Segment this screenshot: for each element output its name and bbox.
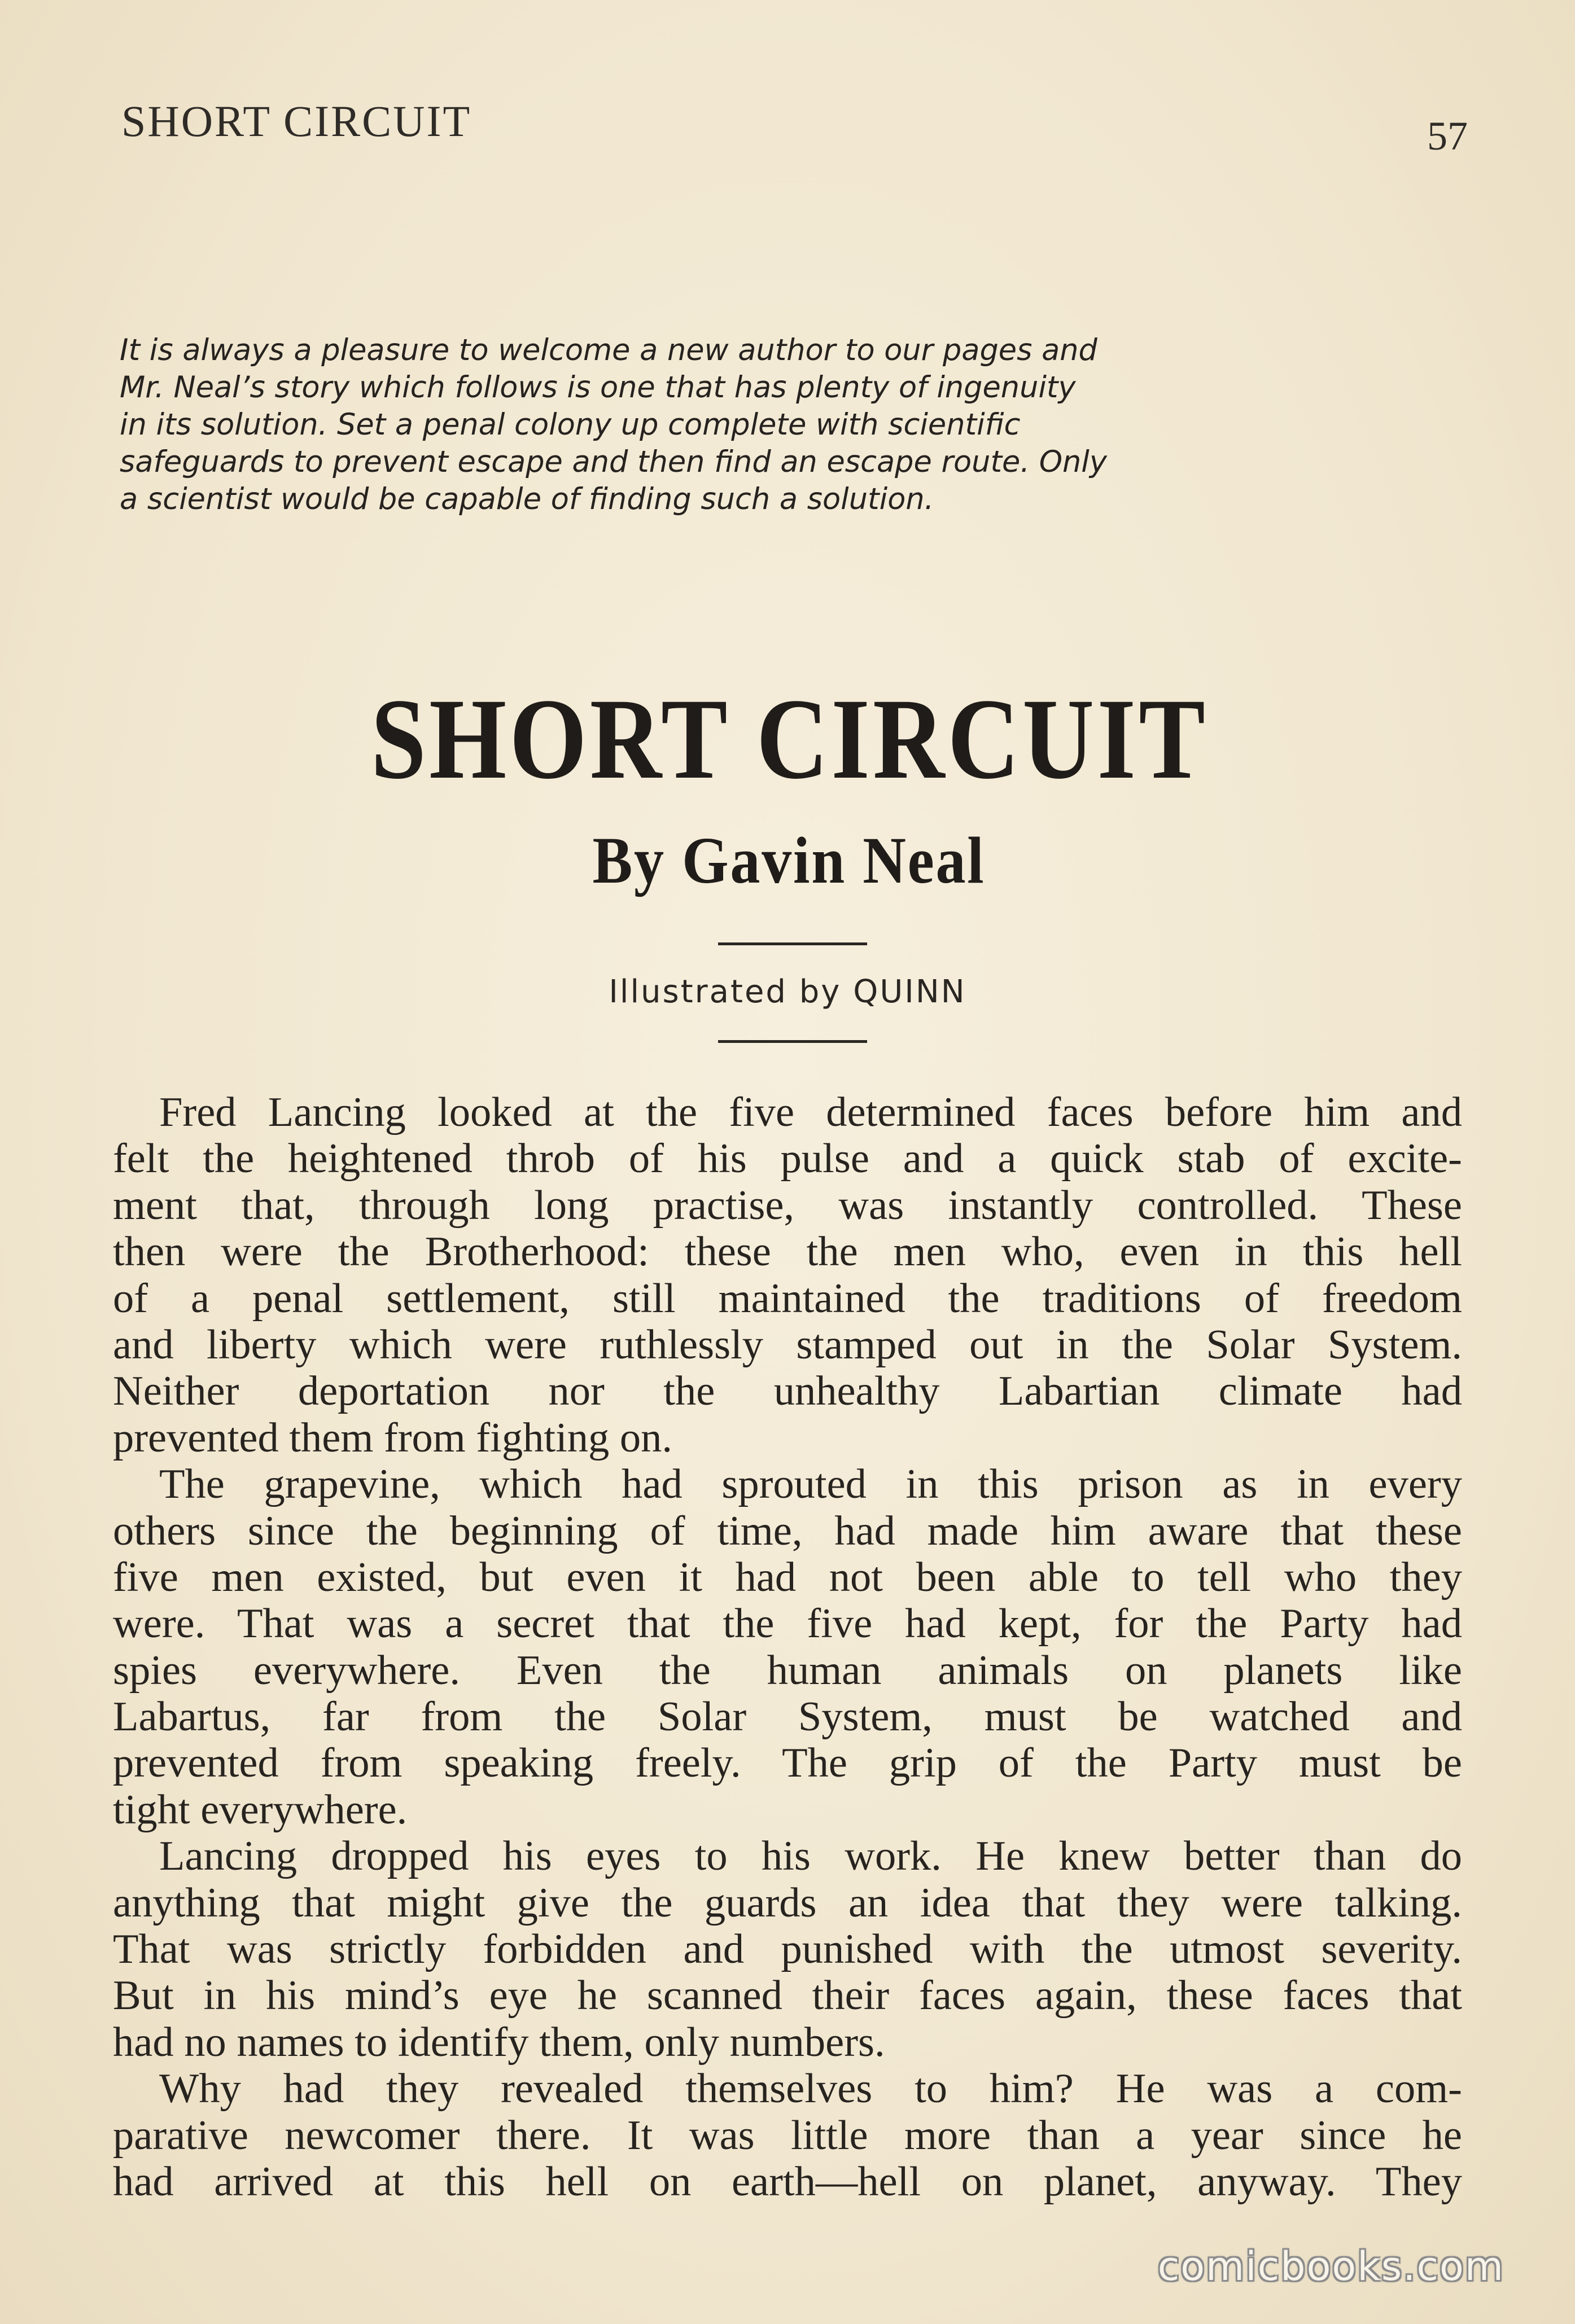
body-line: prevented from speaking freely. The grip of the Party must be [113, 1740, 1462, 1787]
illustrator-credit: Illustrated by QUINN [609, 974, 966, 1010]
body-line: felt the heightened throb of his pulse and a quick stab of excite- [113, 1135, 1462, 1182]
body-line: of a penal settlement, still maintained the traditions of freedom [113, 1275, 1462, 1322]
body-line: tight everywhere. [113, 1786, 408, 1833]
body-line: were. That was a secret that the five had kept, for the Party had [113, 1601, 1462, 1647]
body-line: Why had they revealed themselves to him? He was a com- [159, 2066, 1462, 2112]
body-line: had arrived at this hell on earth—hell on planet, anyway. They [113, 2158, 1462, 2205]
body-line: had no names to identify them, only numbers. [113, 2019, 885, 2066]
intro-line: safeguards to prevent escape and then find an escape route. Only [120, 445, 1107, 479]
body-line: The grapevine, which had sprouted in this prison as in every [159, 1461, 1462, 1508]
body-line: spies everywhere. Even the human animals on planets like [113, 1647, 1462, 1694]
running-head-title: SHORT CIRCUIT [121, 97, 472, 146]
story-byline: By Gavin Neal [592, 823, 986, 897]
intro-line: It is always a pleasure to welcome a new author to our pages and [120, 333, 1097, 367]
intro-line: Mr. Neal’s story which follows is one that has plenty of ingenuity [120, 370, 1076, 405]
body-line: Fred Lancing looked at the five determined faces before him and [159, 1089, 1462, 1135]
body-line: five men existed, but even it had not been able to tell who they [113, 1554, 1462, 1601]
editorial-intro [120, 332, 1136, 518]
body-line: prevented them from fighting on. [113, 1414, 673, 1461]
divider-rule-bottom [718, 1040, 867, 1043]
body-line: That was strictly forbidden and punished with the utmost severity. [113, 1926, 1462, 1973]
body-line: and liberty which were ruthlessly stamped out in the Solar System. [113, 1321, 1462, 1368]
watermark: comicbooks.com [1157, 2243, 1504, 2290]
body-line: others since the beginning of time, had made him aware that these [113, 1507, 1462, 1554]
body-line: anything that might give the guards an idea that they were talking. [113, 1879, 1462, 1926]
story-body [113, 1089, 1462, 2205]
story-title: SHORT CIRCUIT [370, 675, 1209, 803]
divider-rule-top [718, 942, 867, 945]
body-line: ment that, through long practise, was instantly controlled. These [113, 1182, 1462, 1229]
intro-line: in its solution. Set a penal colony up complete with scientific [120, 407, 1021, 442]
body-line: Neither deportation nor the unhealthy Labartian climate had [113, 1368, 1462, 1415]
intro-line: a scientist would be capable of finding such a solution. [120, 482, 934, 516]
body-line: Labartus, far from the Solar System, must be watched and [113, 1694, 1462, 1740]
page-number: 57 [1427, 113, 1468, 159]
body-line: Lancing dropped his eyes to his work. He knew better than do [159, 1833, 1462, 1880]
body-line: then were the Brotherhood: these the men who, even in this hell [113, 1229, 1462, 1275]
body-line: But in his mind’s eye he scanned their faces again, these faces that [113, 1972, 1462, 2019]
body-line: parative newcomer there. It was little more than a year since he [113, 2112, 1462, 2159]
